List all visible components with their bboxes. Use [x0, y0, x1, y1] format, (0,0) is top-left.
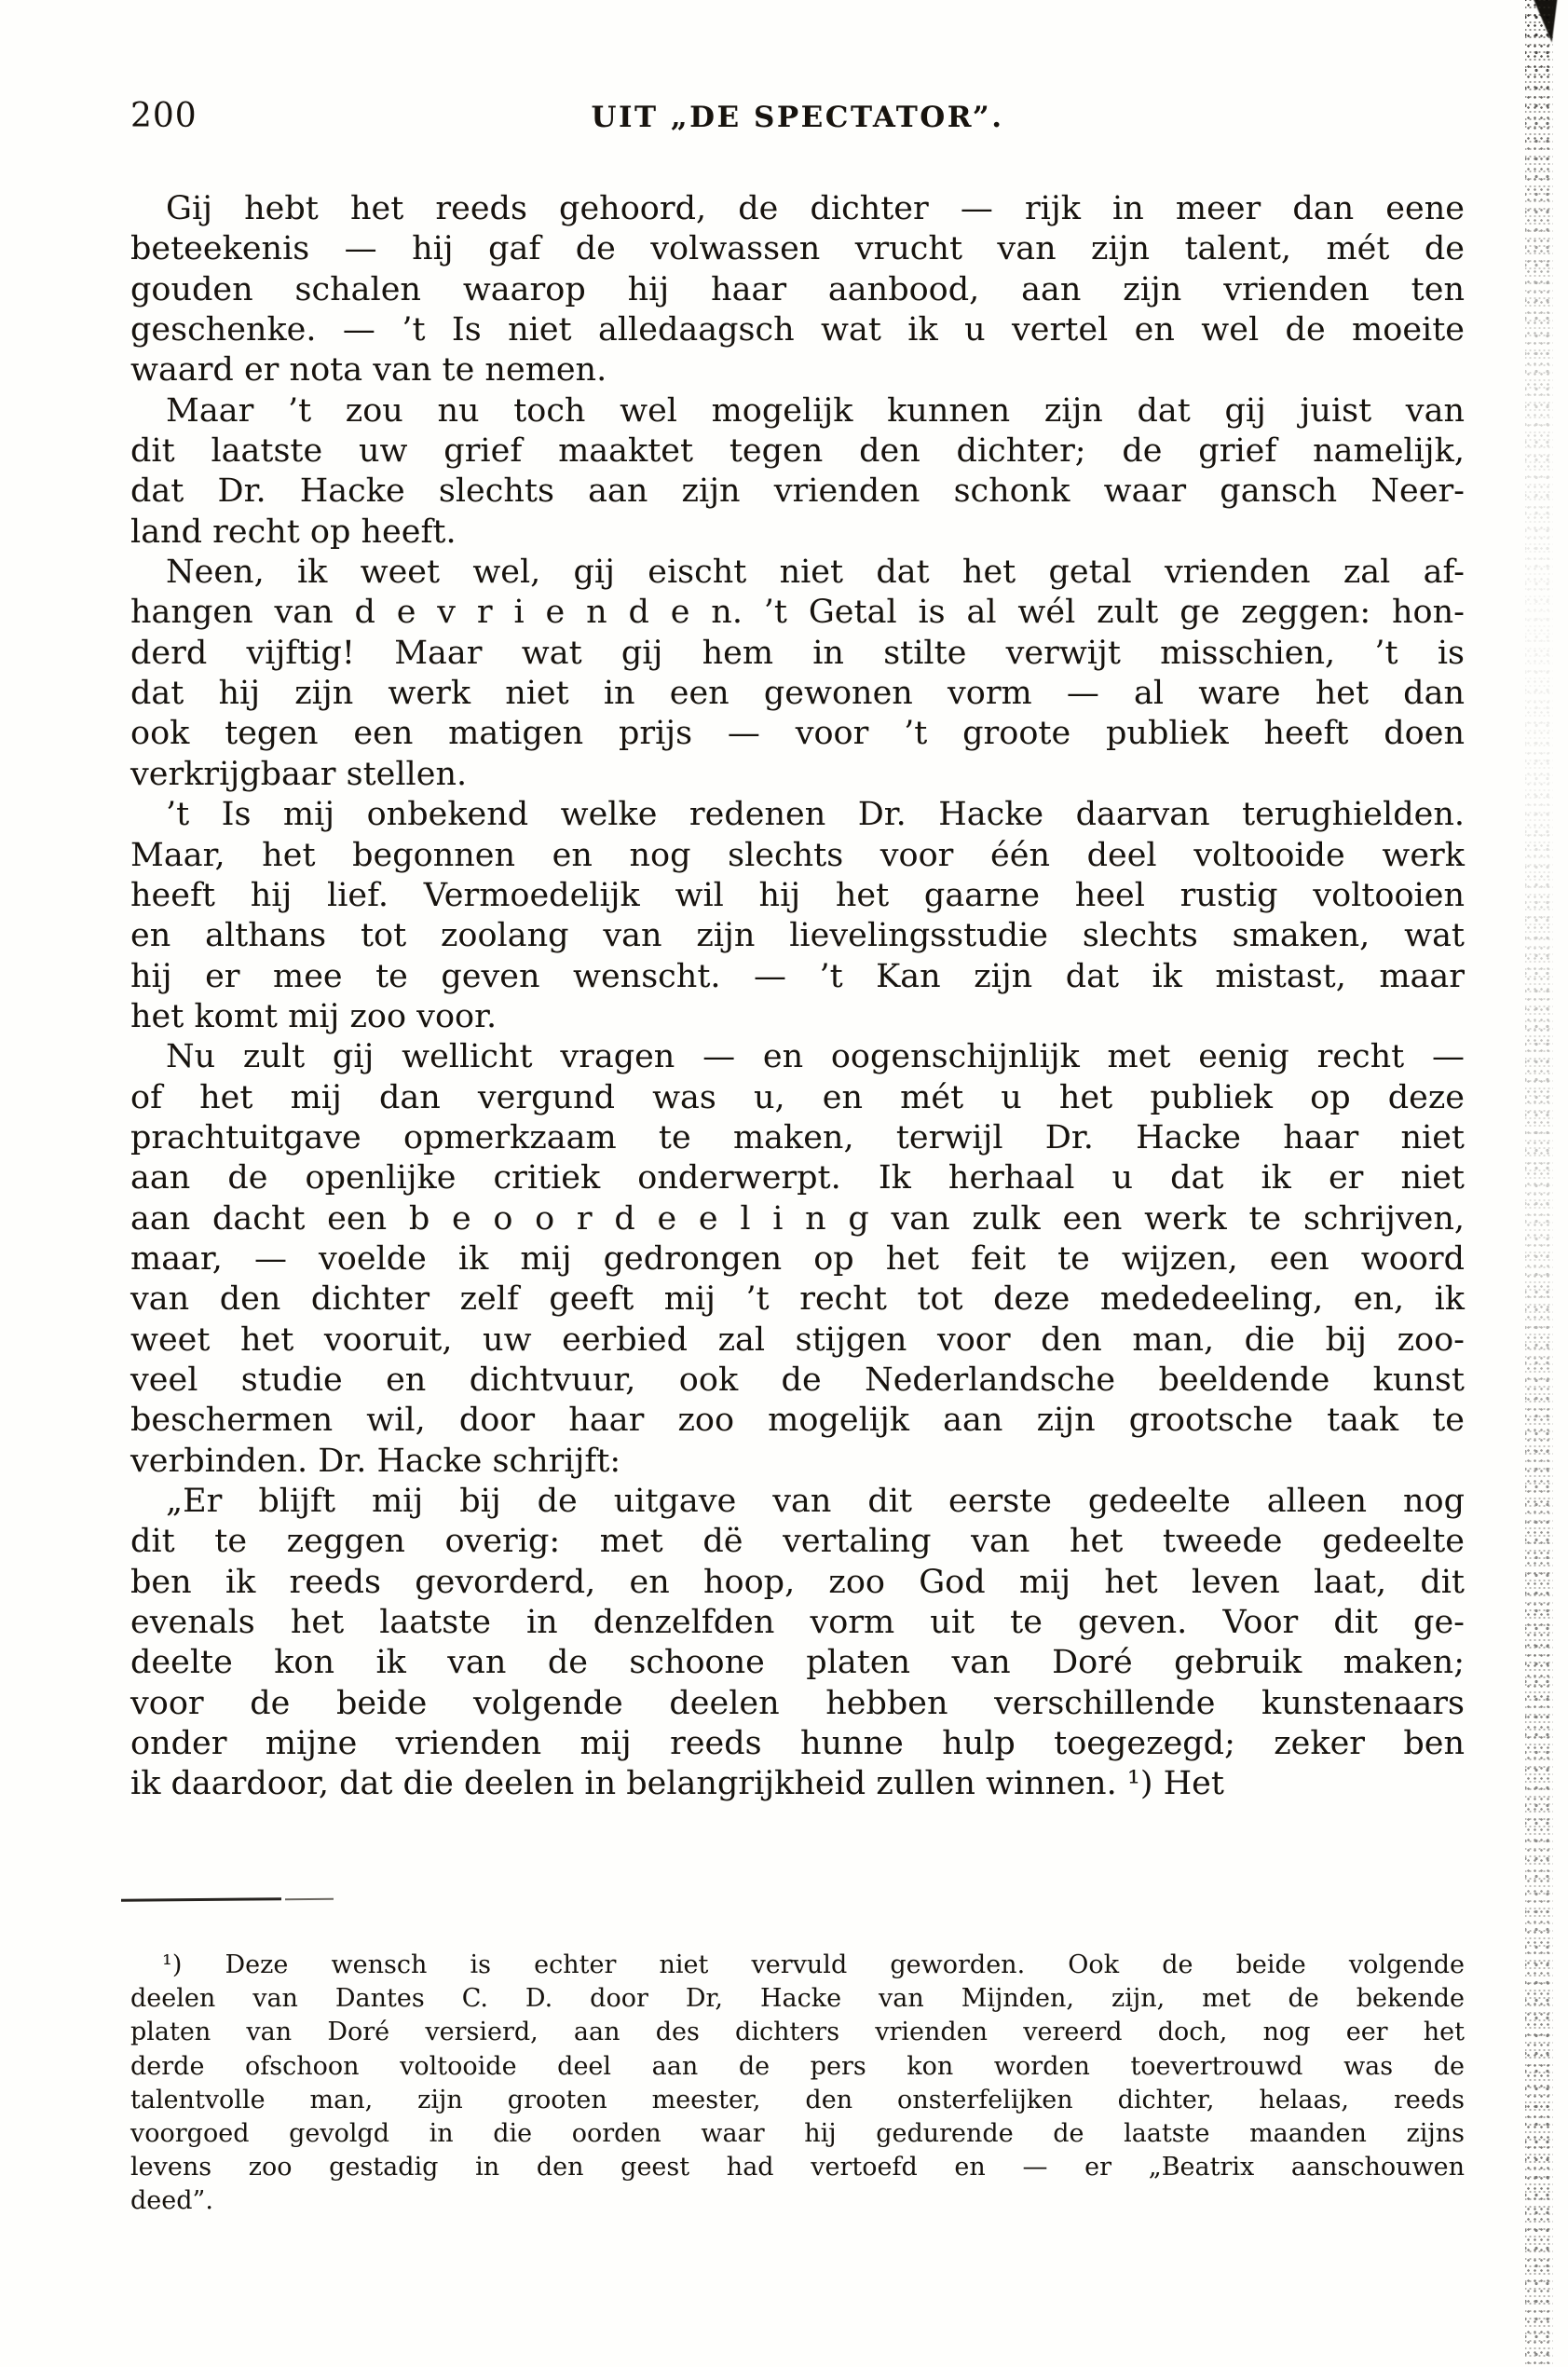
footnote	[130, 1949, 1465, 2219]
paragraph	[130, 553, 1465, 795]
text-line: Maar ’t zou nu toch wel mogelijk kunnen zijn dat gij juist van	[166, 391, 1465, 430]
paragraph	[130, 1482, 1465, 1805]
text-line: Gij hebt het reeds gehoord, de dichter — rijk in meer dan eene	[166, 190, 1465, 227]
text-line: ben ik reeds gevorderd, en hoop, zoo God mij het leven laat, dit	[130, 1563, 1465, 1601]
page-number: 200	[130, 97, 198, 135]
text-line: Neen, ik weet wel, gij eischt niet dat het getal vrienden zal af-	[166, 554, 1465, 592]
text-line: voorgoed gevolgd in die oorden waar hij gedurende de laatste maanden zijns	[130, 2119, 1465, 2149]
text-line: veel studie en dichtvuur, ook de Nederlandsche beeldende kunst	[130, 1361, 1465, 1399]
page-header	[130, 95, 1465, 151]
text-line: dit te zeggen overig: met dë vertaling van het tweede gedeelte	[130, 1523, 1465, 1561]
text-line: ik daardoor, dat die deelen in belangrijkheid zullen winnen. ¹) Het	[130, 1765, 1224, 1803]
text-line: aan dacht een b e o o r d e e l i n g van zulk een werk te schrijven,	[130, 1199, 1465, 1238]
text-line: van den dichter zelf geeft mij ’t recht tot deze mededeeling, en, ik	[130, 1280, 1465, 1319]
text-line: Maar, het begonnen en nog slechts voor één deel voltooide werk	[130, 836, 1465, 874]
text-line: dat Dr. Hacke slechts aan zijn vrienden schonk waar gansch Neer-	[130, 472, 1465, 511]
text-line: land recht op heeft.	[130, 513, 457, 551]
text-line: voor de beide volgende deelen hebben verschillende kunstenaars	[130, 1684, 1465, 1722]
text-line: dit laatste uw grief maaktet tegen den dichter; de grief namelijk,	[130, 432, 1465, 471]
text-line: ook tegen een matigen prijs — voor ’t groote publiek heeft doen	[130, 715, 1465, 753]
text-line: waard er nota van te nemen.	[130, 351, 607, 390]
paragraph	[130, 1037, 1465, 1482]
text-line: evenals het laatste in denzelfden vorm uit te geven. Voor dit ge-	[130, 1604, 1465, 1642]
footnote-rule	[121, 1897, 281, 1902]
running-title: UIT „DE SPECTATOR”.	[591, 101, 1004, 134]
text-line: verkrijgbaar stellen.	[130, 755, 468, 793]
text-line: weet het vooruit, uw eerbied zal stijgen voor den man, die bij zoo-	[130, 1320, 1465, 1359]
text-line: talentvolle man, zijn grooten meester, den onsterfelijken dichter, helaas, reeds	[130, 2085, 1465, 2114]
text-line: hij er mee te geven wenscht. — ’t Kan zijn dat ik mistast, maar	[130, 957, 1465, 995]
text-line: beteekenis — hij gaf de volwassen vrucht van zijn talent, mét de	[130, 230, 1465, 268]
paragraph	[130, 189, 1465, 391]
paragraph	[130, 795, 1465, 1037]
body-text	[130, 189, 1465, 1805]
text-line: aan de openlijke critiek onderwerpt. Ik herhaal u dat ik er niet	[130, 1159, 1465, 1197]
text-line: of het mij dan vergund was u, en mét u het publiek op deze	[130, 1078, 1465, 1116]
text-line: prachtuitgave opmerkzaam te maken, terwijl Dr. Hacke haar niet	[130, 1118, 1465, 1156]
text-line: deelte kon ik van de schoone platen van Doré gebruik maken;	[130, 1644, 1465, 1682]
text-line: onder mijne vrienden mij reeds hunne hulp toegezegd; zeker ben	[130, 1725, 1465, 1763]
text-line: maar, — voelde ik mij gedrongen op het feit te wijzen, een woord	[130, 1239, 1465, 1278]
text-line: derd vijftig! Maar wat gij hem in stilte verwijt misschien, ’t is	[130, 634, 1465, 672]
text-line: het komt mij zoo voor.	[130, 997, 498, 1035]
text-line: geschenke. — ’t Is niet alledaagsch wat ik u vertel en wel de moeite	[130, 311, 1465, 349]
text-line: dat hij zijn werk niet in een gewonen vorm — al ware het dan	[130, 675, 1465, 713]
text-line: levens zoo gestadig in den geest had vertoefd en — er „Beatrix aanschouwen	[130, 2153, 1465, 2182]
text-line: verbinden. Dr. Hacke schrijft:	[130, 1442, 621, 1480]
text-line: ’t Is mij onbekend welke redenen Dr. Hacke daarvan terughielden.	[166, 796, 1465, 834]
text-line: gouden schalen waarop hij haar aanbood, aan zijn vrienden ten	[130, 270, 1465, 308]
text-line: heeft hij lief. Vermoedelijk wil hij het gaarne heel rustig voltooien	[130, 876, 1465, 914]
scan-artifact-edge-noise	[1525, 0, 1553, 2367]
text-line: hangen van d e v r i e n d e n. ’t Getal is al wél zult ge zeggen: hon-	[130, 594, 1465, 632]
text-line: ¹) Deze wensch is echter niet vervuld geworden. Ook de beide volgende	[162, 1950, 1465, 1979]
text-line: deed”.	[130, 2186, 213, 2216]
text-line: en althans tot zoolang van zijn lievelingsstudie slechts smaken, wat	[130, 917, 1465, 955]
text-line: platen van Doré versierd, aan des dichters vrienden vereerd doch, nog eer het	[130, 2018, 1465, 2047]
text-line: derde ofschoon voltooide deel aan de pers kon worden toevertrouwd was de	[130, 2051, 1465, 2081]
text-line: Nu zult gij wellicht vragen — en oogenschijnlijk met eenig recht —	[166, 1038, 1465, 1076]
paragraph	[130, 391, 1465, 553]
text-line: „Er blijft mij bij de uitgave van dit eerste gedeelte alleen nog	[166, 1483, 1465, 1520]
text-line: deelen van Dantes C. D. door Dr, Hacke van Mijnden, zijn, met de bekende	[130, 1984, 1465, 2014]
text-line: beschermen wil, door haar zoo mogelijk aan zijn grootsche taak te	[130, 1402, 1465, 1440]
